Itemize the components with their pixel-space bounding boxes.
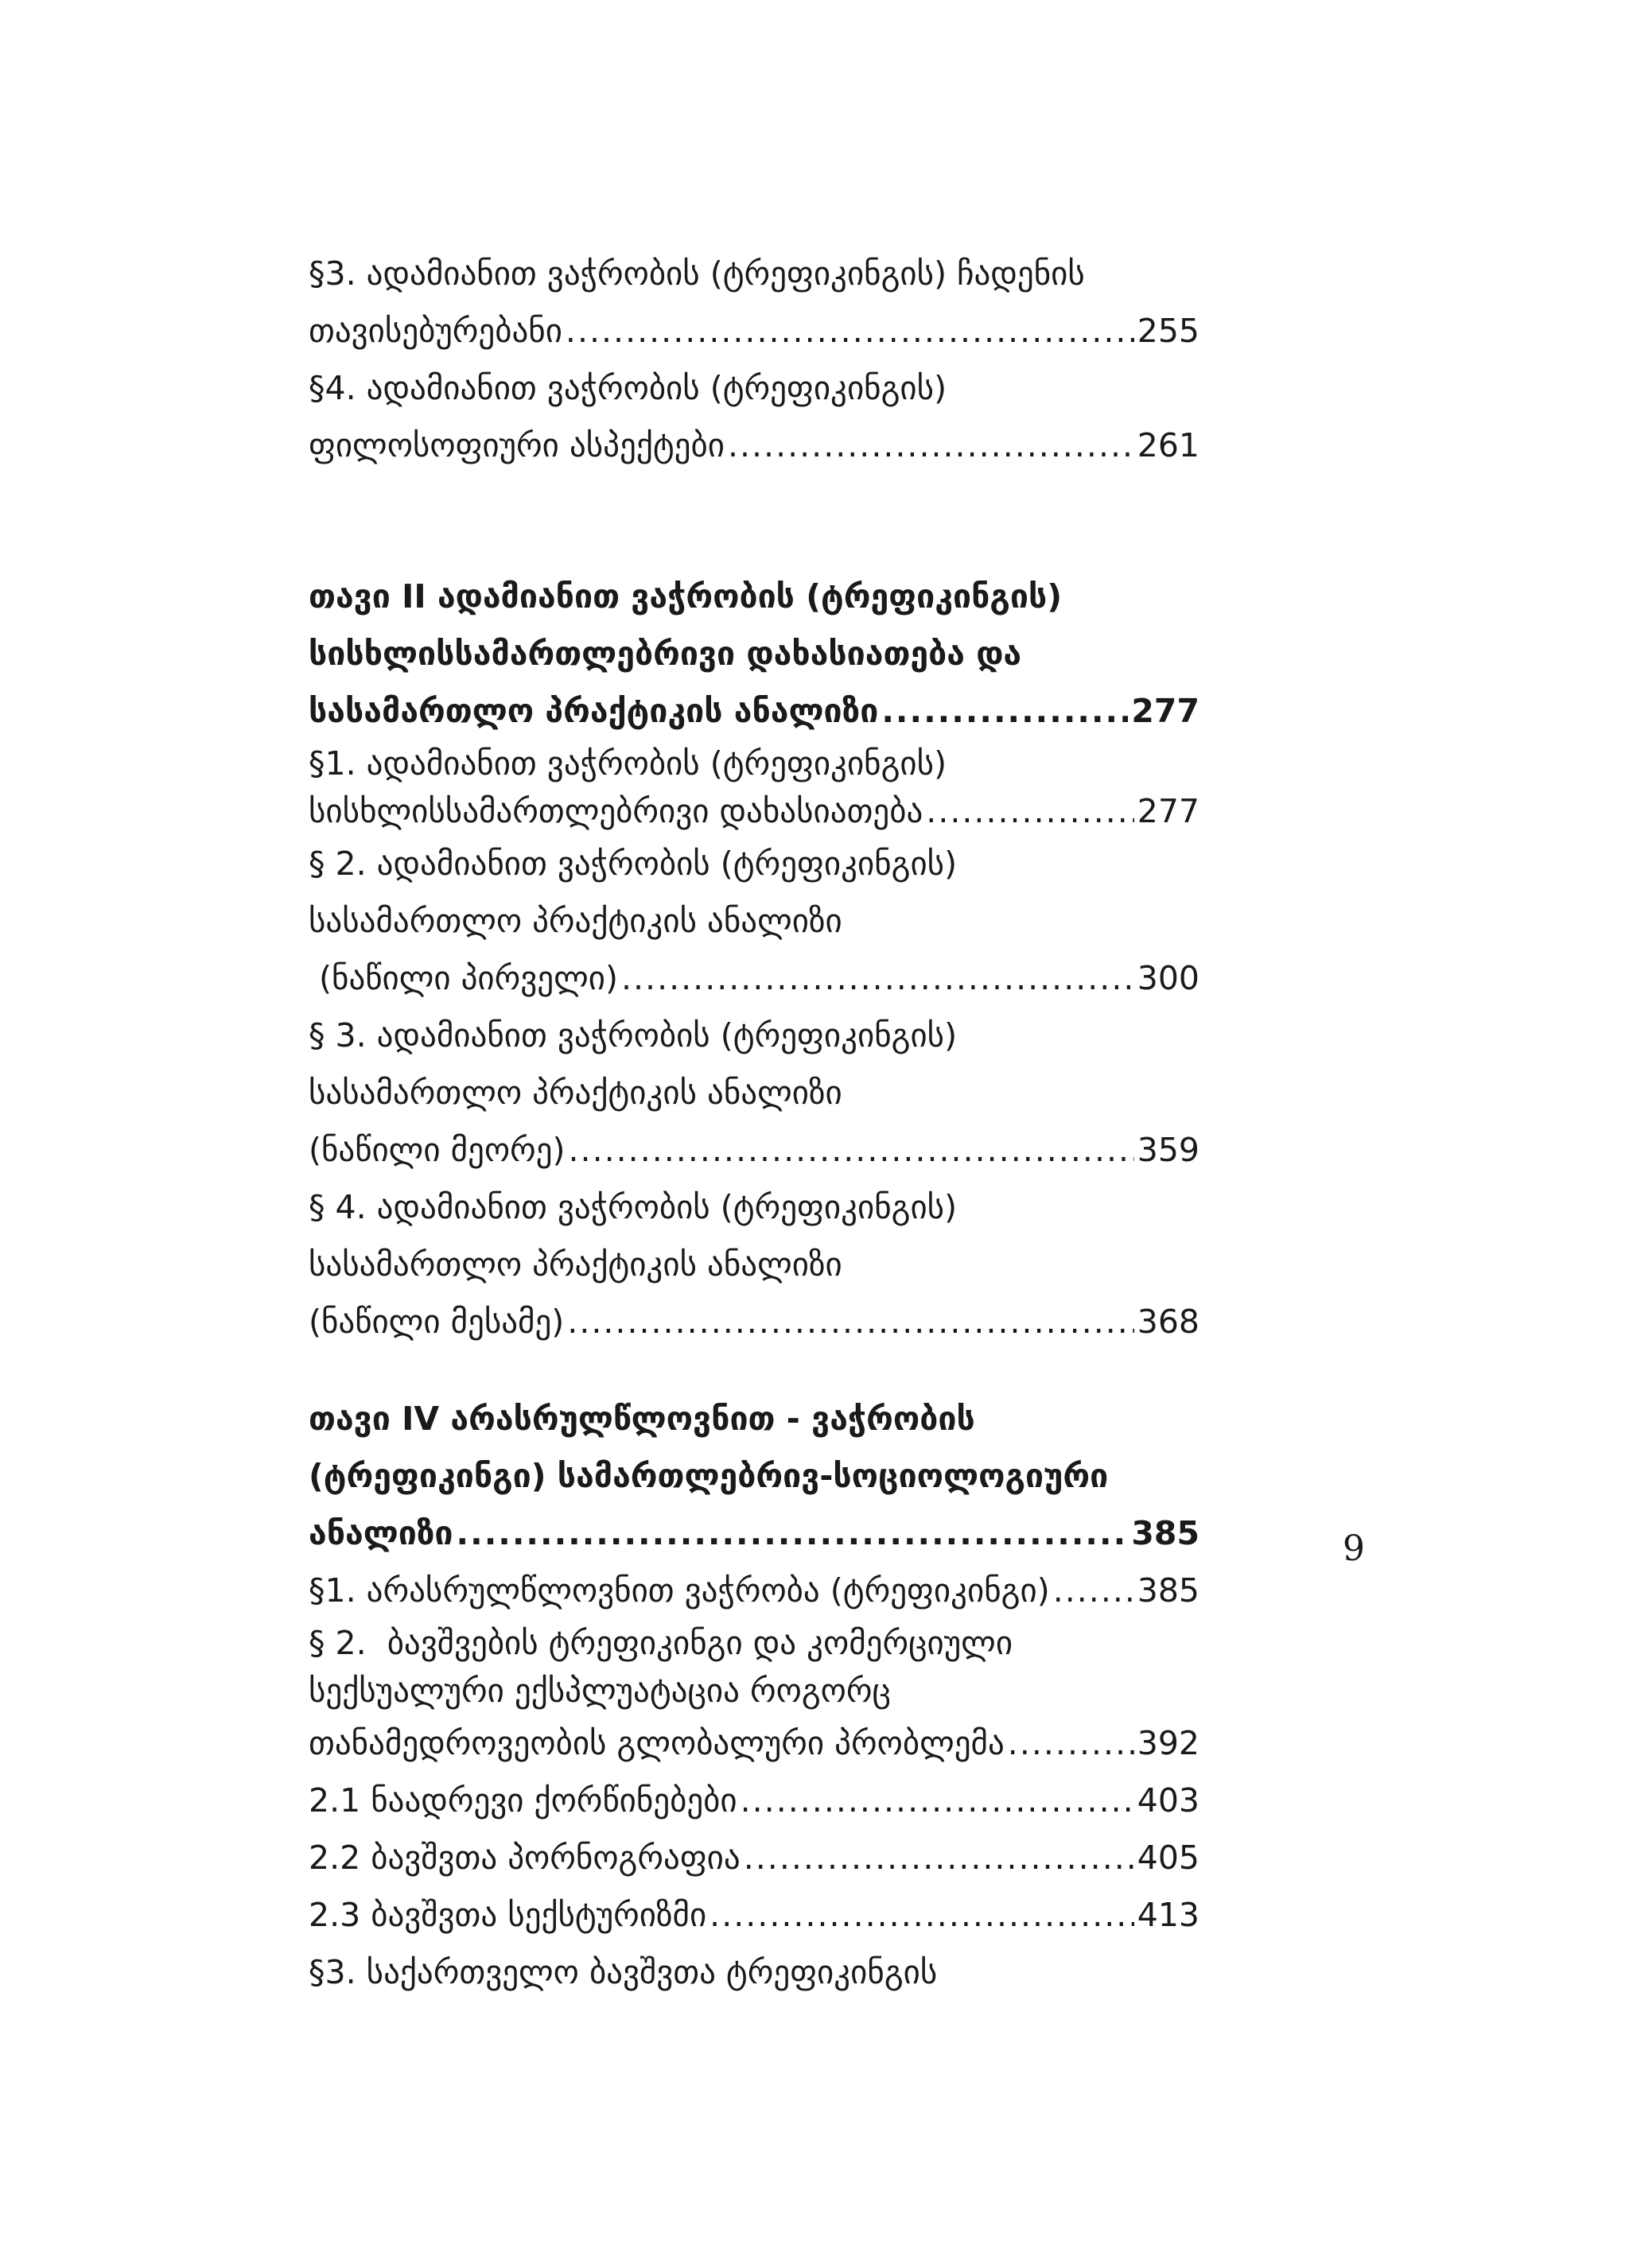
toc-line (309, 1007, 1199, 1064)
toc-line-text: §3. ადამიანით ვაჭრობის (ტრეფიკინგის) ჩადენის (309, 254, 1085, 293)
toc-line-text: (ტრეფიკინგი) სამართლებრივ-სოციოლოგიური (309, 1457, 1109, 1495)
dot-leader (744, 1829, 1134, 1886)
toc-entry[interactable] (309, 950, 1199, 1007)
toc-entry[interactable] (309, 1829, 1199, 1886)
toc-entry[interactable] (309, 1562, 1199, 1619)
toc-entry[interactable] (309, 1293, 1199, 1350)
toc-entry[interactable] (309, 302, 1199, 359)
dot-leader (741, 1772, 1134, 1829)
toc-entry-title: სასამართლო პრაქტიკის ანალიზი (309, 692, 879, 730)
toc-entry-title: ფილოსოფიური ასპექტები (309, 426, 725, 464)
dot-leader (621, 950, 1134, 1007)
toc-entry-title: თავისებურებანი (309, 312, 562, 350)
dot-leader (881, 682, 1128, 740)
toc-page-number: 359 (1137, 1131, 1199, 1169)
toc-line-text: თავი II ადამიანით ვაჭრობის (ტრეფიკინგის) (309, 577, 1063, 616)
toc-page-number: 405 (1137, 1839, 1199, 1877)
chapter-entry[interactable] (309, 1505, 1199, 1562)
toc-line-text: § 2. ადამიანით ვაჭრობის (ტრეფიკინგის) (309, 845, 958, 883)
chapter-entry[interactable] (309, 682, 1199, 740)
toc-line (309, 740, 1199, 787)
toc-line (309, 359, 1199, 417)
toc-entry[interactable] (309, 1715, 1199, 1772)
toc-entry-title: §1. არასრულწლოვნით ვაჭრობა (ტრეფიკინგი) (309, 1571, 1050, 1610)
toc-page-number: 255 (1137, 312, 1199, 350)
toc-line-text: სასამართლო პრაქტიკის ანალიზი (309, 902, 842, 940)
toc-line-text: § 4. ადამიანით ვაჭრობის (ტრეფიკინგის) (309, 1188, 958, 1226)
toc-line-text: §1. ადამიანით ვაჭრობის (ტრეფიკინგის) (309, 744, 947, 783)
section-gap (309, 474, 1199, 568)
toc-entry-title: თანამედროვეობის გლობალური პრობლემა (309, 1724, 1005, 1762)
section-gap (309, 1350, 1199, 1390)
toc-line-text: სასამართლო პრაქტიკის ანალიზი (309, 1074, 842, 1112)
toc-entry[interactable] (309, 417, 1199, 474)
dot-leader (926, 787, 1133, 835)
chapter-heading-line (309, 568, 1199, 625)
toc-page-number: 277 (1131, 692, 1199, 730)
chapter-heading-line (309, 625, 1199, 682)
toc-entry-title: (ნაწილი მეორე) (309, 1131, 566, 1169)
toc-line-text: §3. საქართველო ბავშვთა ტრეფიკინგის (309, 1953, 938, 1991)
toc-line (309, 1179, 1199, 1236)
toc-entry-title: (ნაწილი პირველი) (309, 959, 618, 997)
toc-entry-title: 2.3 ბავშვთა სექსტურიზმი (309, 1896, 707, 1934)
toc-line (309, 1667, 1199, 1715)
toc-entry-title: 2.1 ნაადრევი ქორწინებები (309, 1781, 737, 1819)
dot-leader (728, 417, 1134, 474)
toc-entry-title: 2.2 ბავშვთა პორნოგრაფია (309, 1839, 741, 1877)
dot-leader (1053, 1562, 1134, 1619)
toc-line-text: § 3. ადამიანით ვაჭრობის (ტრეფიკინგის) (309, 1016, 958, 1054)
toc-line (309, 892, 1199, 950)
toc-line-text: სისხლისსამართლებრივი დახასიათება და (309, 635, 1022, 673)
toc-line-text: სექსუალური ექსპლუატაცია როგორც (309, 1672, 891, 1710)
toc-line-text: § 2. ბავშვების ტრეფიკინგი და კომერციული (309, 1624, 1013, 1662)
toc-entry[interactable] (309, 787, 1199, 835)
toc-line-text: თავი IV არასრულწლოვნით - ვაჭრობის (309, 1400, 975, 1438)
table-of-contents (309, 245, 1199, 2001)
dot-leader (1008, 1715, 1134, 1772)
toc-page-number: 368 (1137, 1303, 1199, 1341)
toc-line (309, 835, 1199, 892)
toc-entry[interactable] (309, 1772, 1199, 1829)
toc-page-number: 300 (1137, 959, 1199, 997)
toc-entry-title: (ნაწილი მესამე) (309, 1303, 565, 1341)
toc-page-number: 277 (1137, 792, 1199, 830)
dot-leader (710, 1886, 1134, 1944)
toc-line-text: §4. ადამიანით ვაჭრობის (ტრეფიკინგის) (309, 369, 947, 407)
dot-leader (569, 1121, 1134, 1179)
dot-leader (567, 1293, 1133, 1350)
toc-line (309, 1064, 1199, 1121)
toc-line (309, 1944, 1199, 2001)
toc-entry-title: სისხლისსამართლებრივი დახასიათება (309, 792, 923, 830)
toc-line (309, 245, 1199, 302)
toc-page-number: 392 (1137, 1724, 1199, 1762)
page-number: 9 (1343, 1528, 1365, 1569)
toc-line (309, 1236, 1199, 1293)
toc-line (309, 1619, 1199, 1667)
dot-leader (457, 1505, 1129, 1562)
toc-entry[interactable] (309, 1121, 1199, 1179)
chapter-heading-line (309, 1390, 1199, 1447)
toc-page-number: 385 (1131, 1514, 1199, 1552)
toc-line-text: სასამართლო პრაქტიკის ანალიზი (309, 1245, 842, 1284)
toc-page-number: 385 (1137, 1571, 1199, 1610)
dot-leader (566, 302, 1134, 359)
toc-entry[interactable] (309, 1886, 1199, 1944)
toc-page-number: 403 (1137, 1781, 1199, 1819)
toc-page-number: 413 (1137, 1896, 1199, 1934)
chapter-heading-line (309, 1447, 1199, 1505)
toc-entry-title: ანალიზი (309, 1514, 453, 1552)
toc-page-number: 261 (1137, 426, 1199, 464)
